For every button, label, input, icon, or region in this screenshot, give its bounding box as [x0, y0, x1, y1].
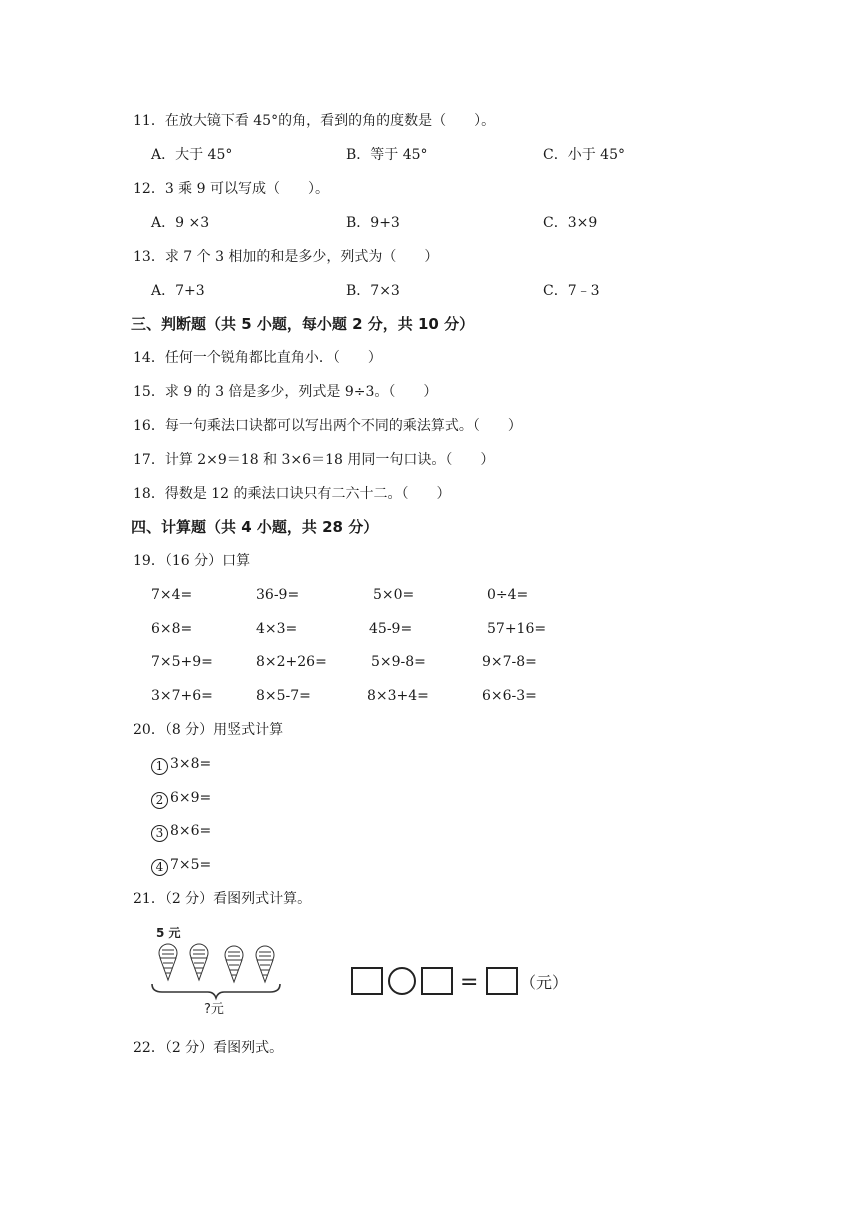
q12-stem: 12．3 乘 9 可以写成（ ）。 — [133, 181, 329, 197]
vertical-calc-item — [151, 822, 211, 842]
answer-box — [422, 968, 452, 994]
vertical-calc-expr: 7×5= — [170, 857, 212, 873]
calc-cell: 6×8= — [151, 621, 193, 637]
q14-item: 14．任何一个锐角都比直角小．（ ） — [133, 350, 382, 366]
calc-cell: 3×7+6= — [151, 688, 213, 704]
calc-cell: 36-9= — [256, 587, 300, 603]
equals-sign: = — [460, 970, 479, 995]
calc-cell: 8×3+4= — [367, 688, 429, 704]
q11-stem: 11．在放大镜下看 45°的角，看到的角的度数是（ ）。 — [133, 113, 496, 129]
q19-title: 19．（16 分）口算 — [133, 553, 251, 569]
q12-option-b: B．9+3 — [346, 215, 400, 231]
vertical-calc-expr: 3×8= — [170, 756, 212, 772]
q11-option-a: A．大于 45° — [151, 147, 233, 163]
ice-cream-figure — [148, 922, 288, 1022]
calc-cell: 9×7-8= — [482, 654, 537, 670]
vertical-calc-item — [151, 856, 211, 876]
equation-template — [348, 962, 578, 1002]
calc-cell: 7×4= — [151, 587, 193, 603]
calc-cell: 0÷4= — [487, 587, 529, 603]
ice-cream-icon — [256, 946, 274, 982]
unit-label: （元） — [520, 973, 569, 992]
calc-cell: 6×6-3= — [482, 688, 537, 704]
calc-cell: 7×5+9= — [151, 654, 213, 670]
q20-title: 20．（8 分）用竖式计算 — [133, 722, 284, 738]
circled-number: 3 — [151, 825, 168, 842]
q12-option-a: A．9 ×3 — [151, 215, 210, 231]
circled-number: 1 — [151, 758, 168, 775]
ice-cream-icon — [225, 946, 243, 982]
circled-number: 2 — [151, 792, 168, 809]
calc-cell: 57+16= — [487, 621, 547, 637]
calc-cell: 8×2+26= — [256, 654, 327, 670]
circled-number: 4 — [151, 859, 168, 876]
q12-option-c: C．3×9 — [543, 215, 598, 231]
q18-item: 18．得数是 12 的乘法口诀只有二六十二。（ ） — [133, 486, 451, 502]
q11-option-c: C．小于 45° — [543, 147, 625, 163]
section-3-heading: 三、判断题（共 5 小题，每小题 2 分，共 10 分） — [131, 315, 475, 333]
q13-stem: 13．求 7 个 3 相加的和是多少，列式为（ ） — [133, 249, 439, 265]
q22-title: 22．（2 分）看图列式。 — [133, 1040, 284, 1056]
q21-title: 21．（2 分）看图列式计算。 — [133, 891, 312, 907]
operator-circle — [389, 968, 415, 994]
q17-item: 17．计算 2×9＝18 和 3×6＝18 用同一句口诀。（ ） — [133, 452, 495, 468]
q13-option-c: C．7﹣3 — [543, 283, 600, 299]
q15-item: 15．求 9 的 3 倍是多少，列式是 9÷3。（ ） — [133, 384, 438, 400]
vertical-calc-expr: 6×9= — [170, 790, 212, 806]
section-4-heading: 四、计算题（共 4 小题，共 28 分） — [131, 518, 379, 536]
price-label: 5 元 — [156, 926, 181, 940]
calc-cell: 5×0= — [373, 587, 415, 603]
calc-cell: 4×3= — [256, 621, 298, 637]
brace-icon — [152, 984, 280, 998]
ice-cream-icon — [190, 944, 208, 980]
q16-item: 16．每一句乘法口诀都可以写出两个不同的乘法算式。（ ） — [133, 418, 522, 434]
vertical-calc-expr: 8×6= — [170, 823, 212, 839]
q13-option-a: A．7+3 — [151, 283, 205, 299]
answer-box — [352, 968, 382, 994]
calc-cell: 8×5-7= — [256, 688, 311, 704]
vertical-calc-item — [151, 789, 211, 809]
q13-option-b: B．7×3 — [346, 283, 400, 299]
vertical-calc-item — [151, 755, 211, 775]
q11-option-b: B．等于 45° — [346, 147, 428, 163]
calc-cell: 5×9-8= — [371, 654, 426, 670]
ice-cream-icon — [159, 944, 177, 980]
answer-box — [487, 968, 517, 994]
total-label: ?元 — [204, 1002, 224, 1017]
calc-cell: 45-9= — [369, 621, 413, 637]
